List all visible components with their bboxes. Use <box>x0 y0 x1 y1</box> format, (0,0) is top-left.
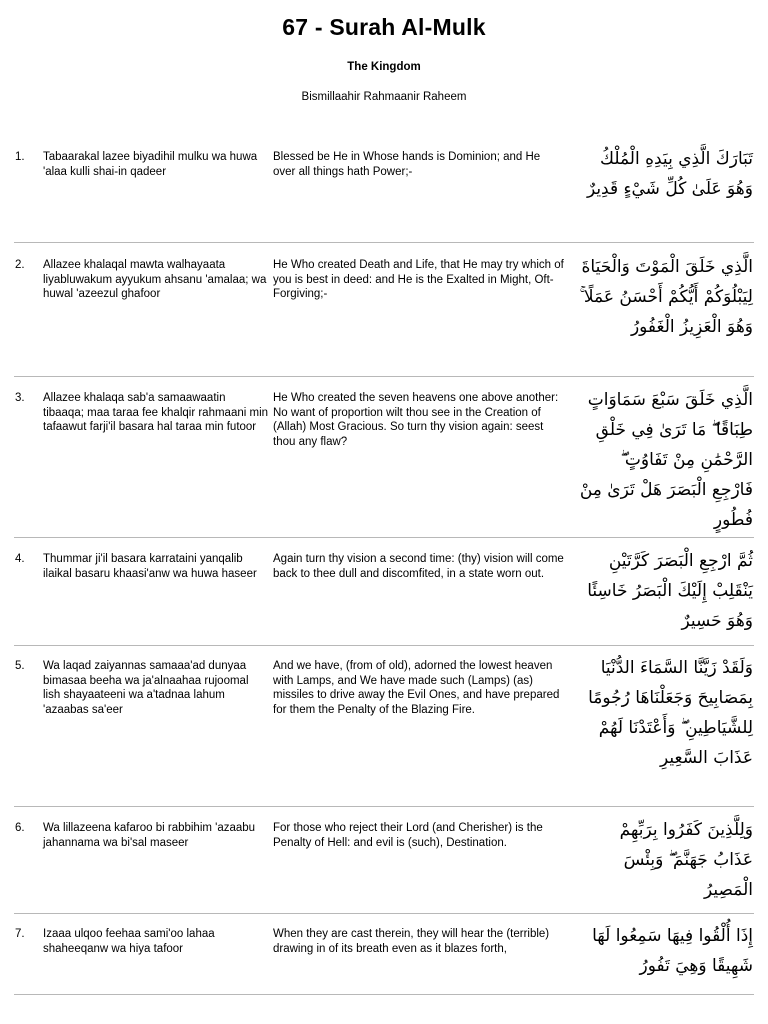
verse-number: 3. <box>15 392 25 404</box>
bismillah-line: Bismillaahir Rahmaanir Raheem <box>301 91 467 103</box>
surah-subtitle: The Kingdom <box>347 61 421 73</box>
verse-number: 6. <box>15 822 25 834</box>
verse-divider <box>14 376 754 377</box>
verse-arabic: ثُمَّ ارْجِعِ الْبَصَرَ كَرَّتَيْنِ يَنْقَلِبْ إِلَيْكَ الْبَصَرُ خَاسِئًا وَهُوَ حَسِيرٌ <box>587 551 753 631</box>
verse-divider <box>14 994 754 995</box>
verse-divider <box>14 806 754 807</box>
page-title: 67 - Surah Al-Mulk <box>282 14 486 40</box>
verse-transliteration: Wa laqad zaiyannas samaaa'ad dunyaa bimasaa beeha wa ja'alnaahaa rujoomal lish shayaateeni wa a'tadnaa lahum 'azaabas sa'eer <box>43 660 249 716</box>
verse-arabic: تَبَارَكَ الَّذِي بِيَدِهِ الْمُلْكُ وَهُوَ عَلَىٰ كُلِّ شَيْءٍ قَدِيرٌ <box>586 149 753 199</box>
verse-arabic: الَّذِي خَلَقَ سَبْعَ سَمَاوَاتٍ طِبَاقًا ۖ مَا تَرَىٰ فِي خَلْقِ الرَّحْمَٰنِ مِنْ تَفَاوُتٍ ۖ فَارْجِعِ الْبَصَرَ هَلْ تَرَىٰ مِنْ فُطُورٍ <box>579 390 753 530</box>
verse-translation: For those who reject their Lord (and Cherisher) is the Penalty of Hell: and evil is (such), Destination. <box>273 822 543 849</box>
verse-transliteration: Allazee khalaqa sab'a samaawaatin tibaaqa; maa taraa fee khalqir rahmaani min tafaawut farji'il basara hal taraa min futoor <box>43 392 269 433</box>
verse-number: 7. <box>15 928 25 940</box>
verse-translation: Again turn thy vision a second time: (thy) vision will come back to thee dull and discomfited, in a state worn out. <box>273 553 564 580</box>
verse-number: 4. <box>15 553 25 565</box>
verse-translation: When they are cast therein, they will hear the (terrible) drawing in of its breath even as it blazes forth, <box>273 928 550 955</box>
verse-arabic: الَّذِي خَلَقَ الْمَوْتَ وَالْحَيَاةَ لِيَبْلُوَكُمْ أَيُّكُمْ أَحْسَنُ عَمَلًا ۚ وَهُوَ الْعَزِيزُ الْغَفُورُ <box>579 257 753 337</box>
verse-transliteration: Izaaa ulqoo feehaa sami'oo lahaa shaheeqanw wa hiya tafoor <box>43 928 215 955</box>
verse-translation: Blessed be He in Whose hands is Dominion; and He over all things hath Power;- <box>273 151 541 178</box>
verse-transliteration: Tabaarakal lazee biyadihil mulku wa huwa 'alaa kulli shai-in qadeer <box>43 151 258 178</box>
verse-arabic: إِذَا أُلْقُوا فِيهَا سَمِعُوا لَهَا شَهِيقًا وَهِيَ تَفُورُ <box>592 926 753 976</box>
verse-translation: He Who created Death and Life, that He may try which of you is best in deed: and He is the Exalted in Might, Oft-Forgiving;- <box>273 259 564 300</box>
verse-transliteration: Allazee khalaqal mawta walhayaata liyabluwakum ayyukum ahsanu 'amalaa; wa huwal 'azeezul ghafoor <box>43 259 267 300</box>
verse-arabic: وَلَقَدْ زَيَّنَّا السَّمَاءَ الدُّنْيَا بِمَصَابِيحَ وَجَعَلْنَاهَا رُجُومًا لِلشَّيَاطِينِ ۖ وَأَعْتَدْنَا لَهُمْ عَذَابَ السَّعِيرِ <box>588 658 753 768</box>
verse-transliteration: Thummar ji'il basara karrataini yanqalib ilaikal basaru khaasi'anw wa huwa haseer <box>43 553 257 580</box>
verse-arabic: وَلِلَّذِينَ كَفَرُوا بِرَبِّهِمْ عَذَابُ جَهَنَّمَ ۖ وَبِئْسَ الْمَصِيرُ <box>619 820 753 900</box>
verse-divider <box>14 645 754 646</box>
verse-divider <box>14 537 754 538</box>
verse-number: 1. <box>15 151 25 163</box>
verse-divider <box>14 913 754 914</box>
verse-transliteration: Wa lillazeena kafaroo bi rabbihim 'azaabu jahannama wa bi'sal maseer <box>43 822 256 849</box>
verse-divider <box>14 242 754 243</box>
verse-translation: He Who created the seven heavens one above another: No want of proportion wilt thou see in the Creation of (Allah) Most Gracious. So turn thy vision again: seest thou any flaw? <box>273 392 559 448</box>
verse-translation: And we have, (from of old), adorned the lowest heaven with Lamps, and We have made such (Lamps) (as) missiles to drive away the Evil Ones, and have prepared for them the Penalty of the Blazing Fire. <box>273 660 560 716</box>
verse-number: 5. <box>15 660 25 672</box>
verse-number: 2. <box>15 259 25 271</box>
